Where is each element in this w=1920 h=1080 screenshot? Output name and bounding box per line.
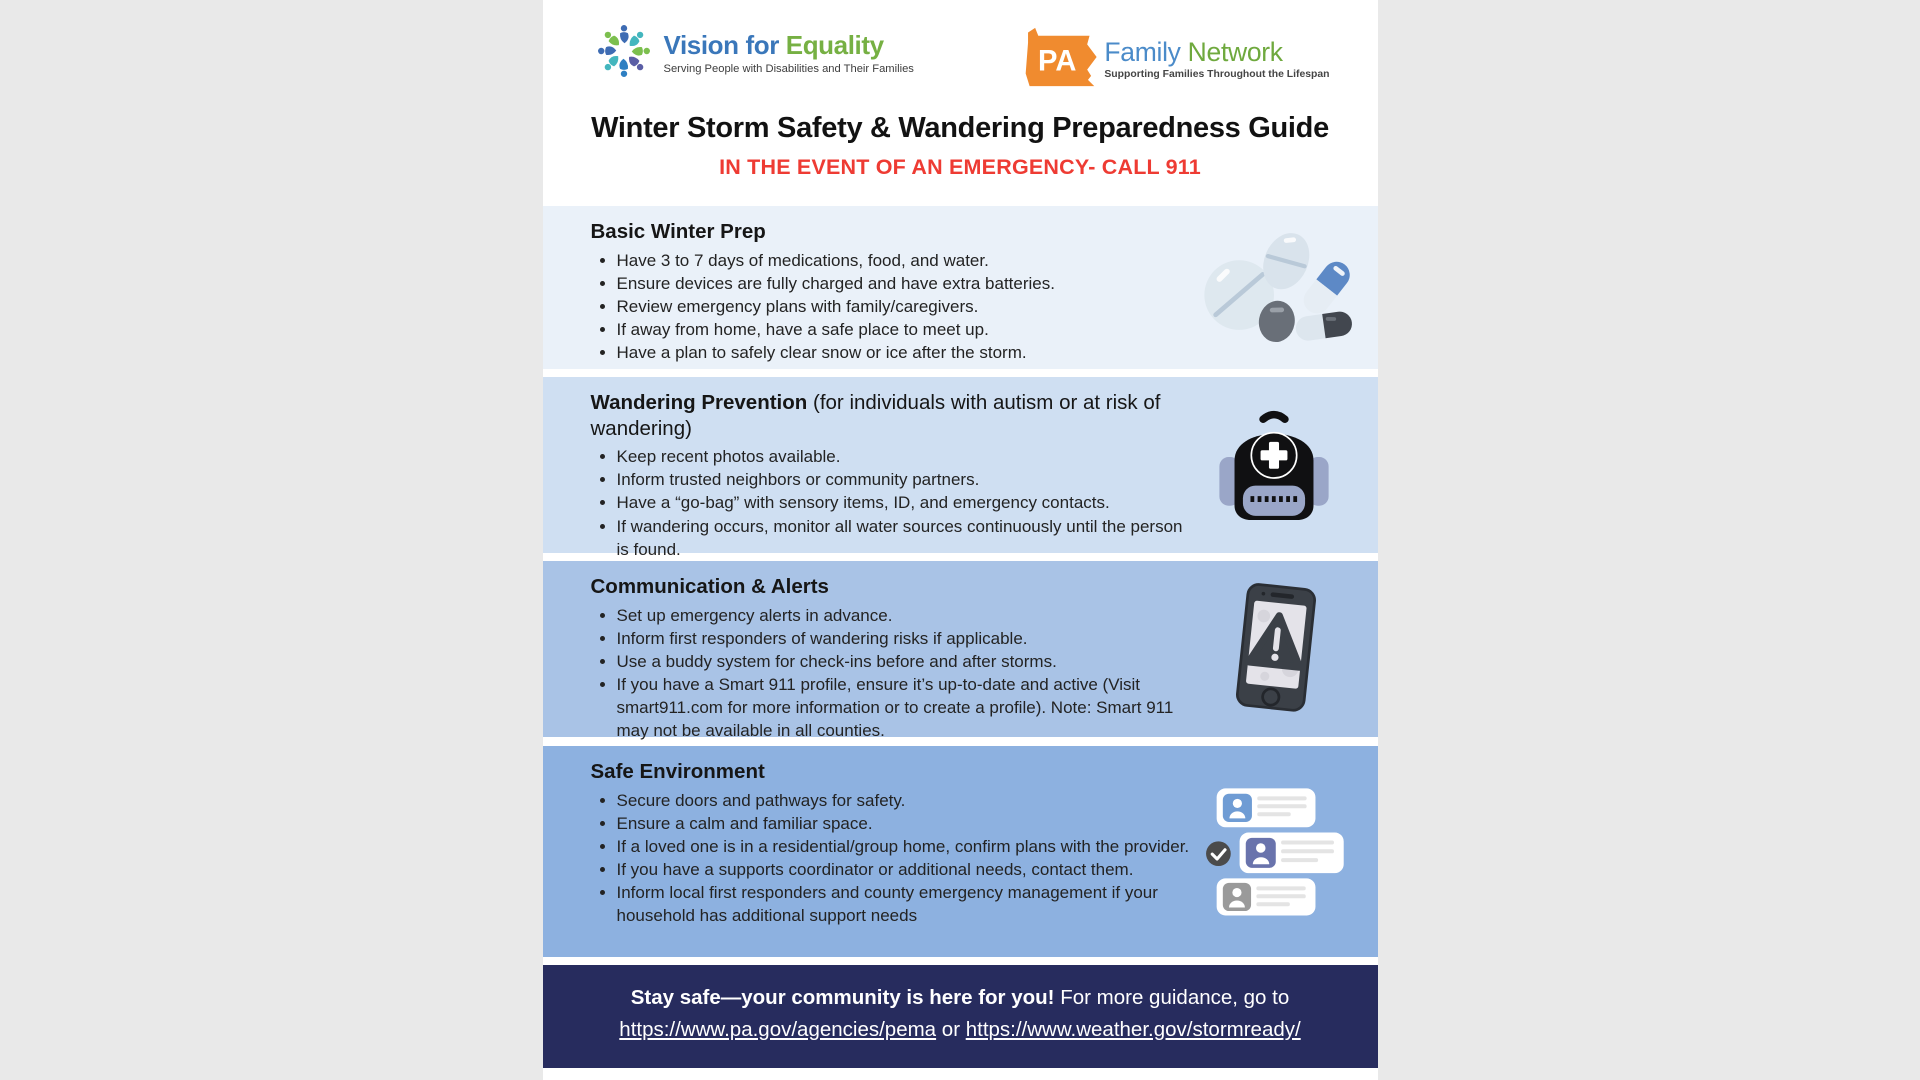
page-title: Winter Storm Safety & Wandering Preparedness Guide [591,112,1329,144]
section-icon-column [1191,390,1358,545]
list-item: • Have a “go-bag” with sensory items, ID, and emergency contacts. [617,491,1191,514]
list-item: • If wandering occurs, monitor all water sources continuously until the person is found. [617,515,1191,561]
bullet-list [591,604,1191,743]
list-item: • Ensure devices are fully charged and have extra batteries. [617,272,1191,295]
bullet-list [591,249,1191,365]
list-item: • Use a buddy system for check-ins before and after storms. [617,650,1191,673]
section-icon-column [1191,219,1358,361]
section-heading-suffix: (for individuals with autism or at risk of wandering) [590,391,1161,440]
list-item: • Set up emergency alerts in advance. [617,604,1191,627]
list-item: • Secure doors and pathways for safety. [617,789,1191,812]
backpack-icon [1211,408,1337,527]
list-item: • Have 3 to 7 days of medications, food, and water. [617,249,1191,272]
logos-row [543,20,1378,97]
section-basic-winter-prep-body [591,219,1191,361]
pema-link[interactable]: https://www.pa.gov/agencies/pema [619,1017,937,1041]
vision-name-part2: Equality [785,30,884,61]
section-communication-alerts-body [590,574,1191,741]
pennsylvania-state-icon [1017,22,1099,97]
vision-name-part1: Vision for [663,30,786,61]
footer-line1 [543,982,1378,1014]
list-item: • Inform trusted neighbors or community partners. [617,468,1191,491]
section-heading-text: Safe Environment [590,760,765,783]
section-wandering-prevention [543,377,1378,559]
vision-for-equality-logo [593,20,914,87]
stormready-link[interactable]: https://www.weather.gov/stormready/ [965,1017,1301,1041]
pa-family-network-logo [1017,22,1329,97]
section-heading-text: Basic Winter Prep [590,220,766,243]
section-wandering-prevention-body [590,390,1191,559]
section-icon-column [1191,759,1358,949]
bullet-list [591,445,1191,561]
phone-alert-icon [1215,581,1333,722]
list-item: • Review emergency plans with family/caregivers. [617,295,1191,318]
list-item: • Inform local first responders and county emergency management if your household has additional support needs [617,881,1191,927]
section-basic-winter-prep [543,206,1378,369]
list-item: • If a loved one is in a residential/group home, confirm plans with the provider. [617,835,1191,858]
list-item: • If away from home, have a safe place to meet up. [617,318,1191,341]
section-heading-text: Communication & Alerts [590,575,829,598]
pa-logo-text [1104,39,1329,80]
pa-logo-tagline: Supporting Families Throughout the Lifespan [1104,68,1330,80]
section-safe-environment [543,746,1378,957]
vision-logo-tagline: Serving People with Disabilities and Their Families [663,62,914,75]
section-heading [591,390,1191,441]
flyer-header [543,0,1378,206]
section-safe-environment-body [591,759,1191,949]
list-item: • Ensure a calm and familiar space. [617,812,1191,835]
pills-icon [1194,229,1354,352]
section-icon-column [1191,574,1358,729]
section-heading [591,759,1191,785]
list-item: • Have a plan to safely clear snow or ice after the storm. [617,341,1191,364]
footer-line2 [543,1014,1378,1046]
section-communication-alerts [543,561,1378,741]
svg-text:PA: PA [1038,45,1077,78]
footer-banner [543,965,1378,1068]
list-item: • Inform first responders of wandering risks if applicable. [617,627,1191,650]
section-heading [591,219,1191,245]
footer-link-separator: or [936,1017,966,1041]
list-item: • If you have a supports coordinator or additional needs, contact them. [617,858,1191,881]
contact-list-icon [1199,783,1349,925]
bullet-list [591,789,1191,928]
list-item: • Keep recent photos available. [617,445,1191,468]
pa-logo-name [1104,39,1329,67]
section-heading [591,574,1191,600]
pa-name-part1: Family [1104,37,1188,68]
footer-bold-text: Stay safe—your community is here for you! [630,986,1055,1009]
pa-name-part2: Network [1187,37,1283,68]
list-item: • If you have a Smart 911 profile, ensure it’s up-to-date and active (Visit smart911.com for more information or to create a profile). Note: Smart 911 may not be available in all counties. [617,673,1191,742]
vision-for-equality-wreath-icon [593,20,655,87]
footer-regular-text: For more guidance, go to [1054,986,1290,1009]
vision-logo-text [664,32,914,74]
vision-logo-name [664,32,914,59]
flyer-page [543,0,1378,1080]
emergency-banner: IN THE EVENT OF AN EMERGENCY- CALL 911 [719,155,1201,179]
section-heading-text: Wandering Prevention [590,391,808,414]
